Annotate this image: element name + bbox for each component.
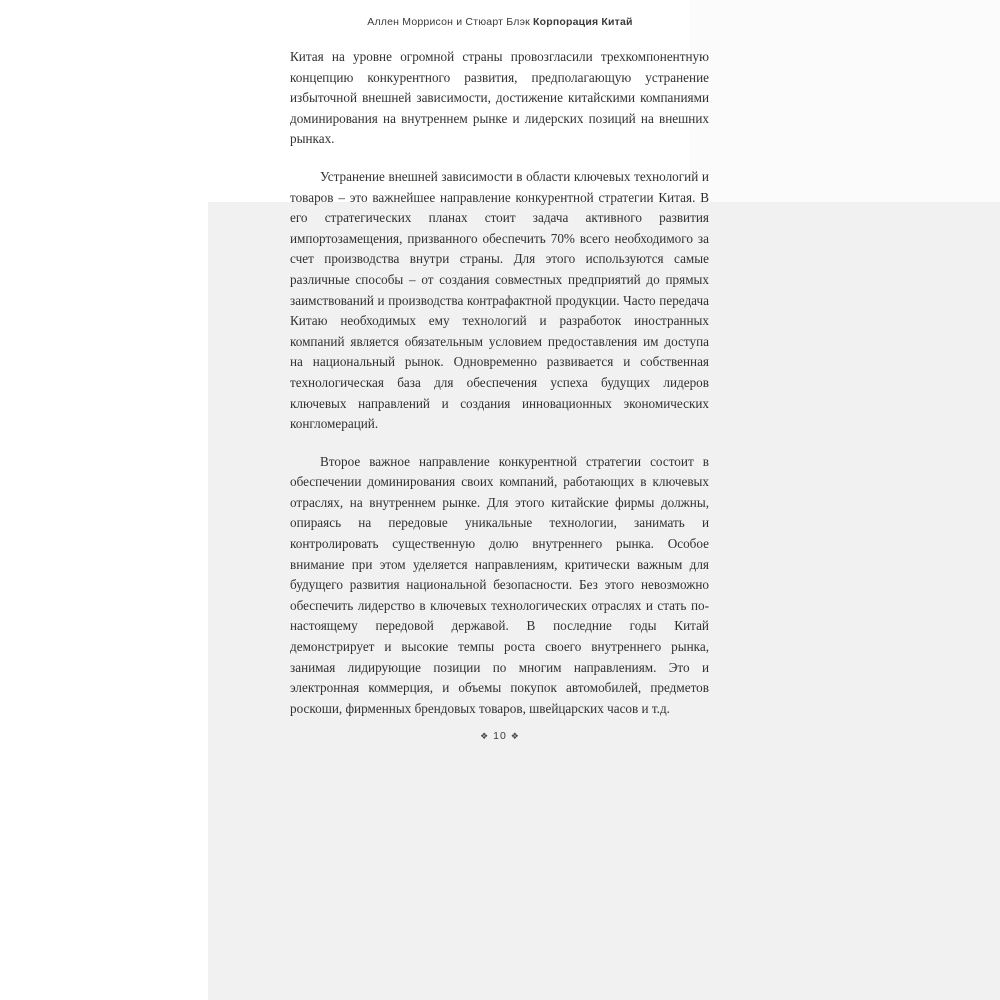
paragraph: Устранение внешней зависимости в области ключевых технологий и товаров – это важнейшее направление конкурентной стратегии Китая. В его стратегических планах стоит задача активного развития импортозамещения, призванного обеспечить 70% всего необходимого за счет производства внутри страны. Для этого используются самые различные способы – от создания совместных предприятий до прямых заимствований и производства контрафактной продукции. Часто передача Китаю необходимых ему технологий и разработок иностранных компаний является обязательным условием предоставления им доступа на национальный рынок. Одновременно развивается и собственная технологическая база для обеспечения успеха будущих лидеров ключевых направлений и создания инновационных экономических конгломераций. xyxy=(290,168,709,432)
ornament-icon: ❖ xyxy=(510,731,520,741)
running-head-book-title: Корпорация Китай xyxy=(533,16,633,28)
paragraph-continued: Китая на уровне огромной страны провозгласили трехкомпонентную концепцию конкурентного развития, предполагающую устранение избыточной внешней зависимости, достижение китайскими компаниями доминирования на внутреннем рынке и лидерских позиций на внешних рынках. xyxy=(290,49,709,147)
page-folio xyxy=(0,730,1000,742)
page-number: 10 xyxy=(493,730,507,742)
running-head-authors: Аллен Моррисон и Стюарт Блэк xyxy=(367,16,530,28)
paragraph: Второе важное направление конкурентной стратегии состоит в обеспечении доминирования своих компаний, работающих в ключевых отраслях, на внутреннем рынке. Для этого китайские фирмы должны, опираясь на передовые уникальные технологии, занимать и контролировать существенную долю внутреннего рынка. Особое внимание при этом уделяется направлениям, критически важным для будущего развития национальной безопасности. Без этого невозможно обеспечить лидерство в ключевых технологических отраслях и стать по-настоящему передовой державой. В последние годы Китай демонстрирует и высокие темпы роста своего внутреннего рынка, занимая лидирующие позиции по многим направлениям. Это и электронная коммерция, и объемы покупок автомобилей, предметов роскоши, фирменных брендовых товаров, швейцарских часов и т.д. xyxy=(290,453,709,716)
body-text-block xyxy=(290,47,709,736)
running-head xyxy=(0,16,1000,28)
ornament-icon: ❖ xyxy=(480,731,490,741)
